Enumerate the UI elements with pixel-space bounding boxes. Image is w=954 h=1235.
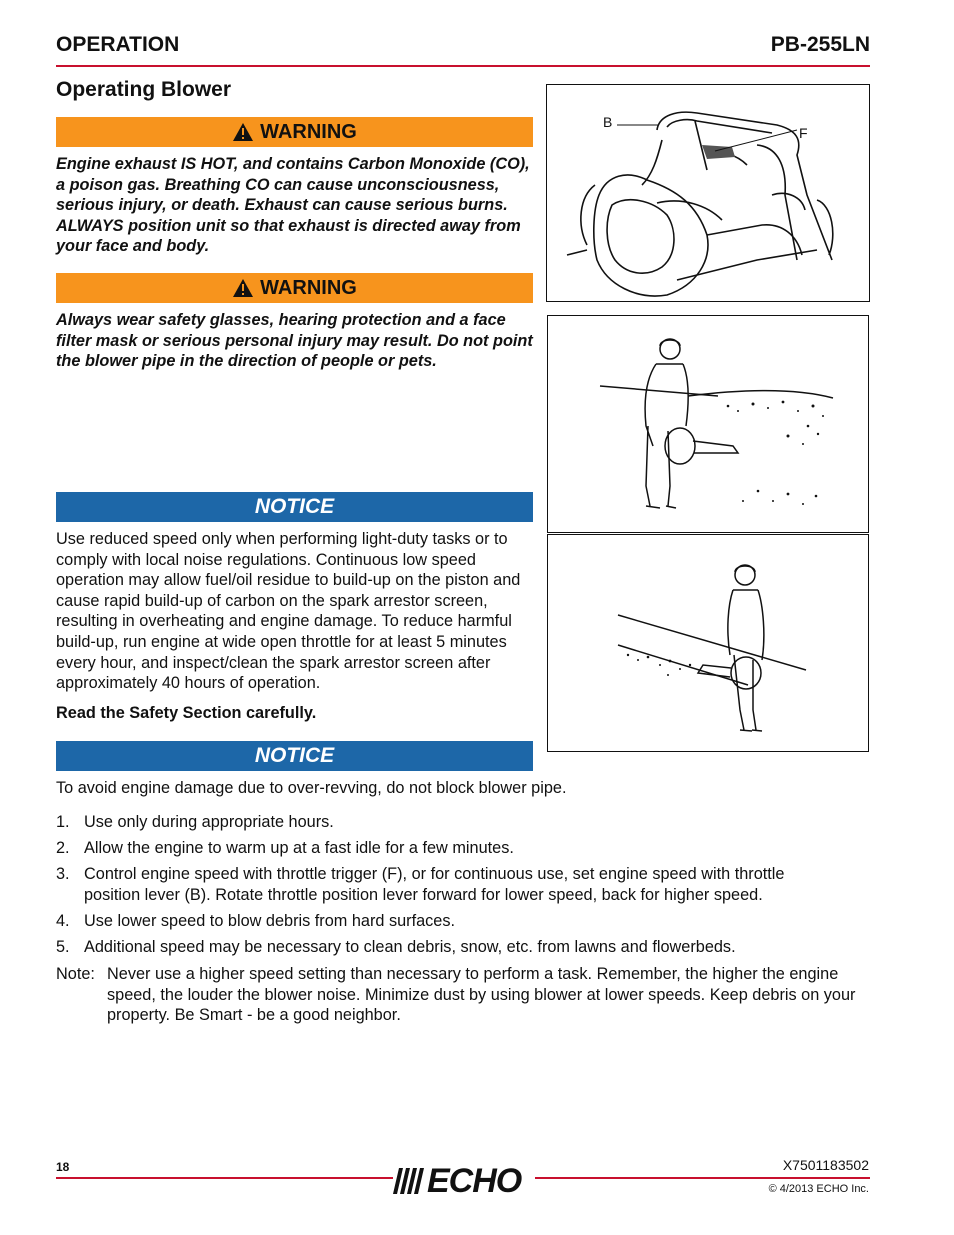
warning-label: WARNING: [260, 276, 357, 299]
warning-text-1: Engine exhaust IS HOT, and contains Carbon Monoxide (CO), a poison gas. Breathing CO can cause unconsciousness, serious injury, or death. Exhaust can cause serious burns. ALWAYS position unit so that exhaust is directed away from your face and body.: [56, 155, 530, 255]
warning-triangle-icon: [232, 278, 254, 298]
throttle-detail-figure: [546, 84, 870, 302]
warning-banner-2: [56, 273, 533, 303]
note-label: Note:: [56, 965, 95, 983]
note-text: Never use a higher speed setting than necessary to perform a task. Remember, the higher the engine speed, the louder the blower noise. Minimize dust by using blower at lower speeds. Keep debris on your property. Be Smart - be a good neighbor.: [107, 965, 856, 1025]
warning-banner-1: [56, 117, 533, 147]
operator-hard-surface-figure: [547, 315, 869, 533]
blower-handle-illustration: [547, 85, 869, 301]
step-number: 1.: [56, 813, 70, 831]
page-title: Operating Blower: [56, 78, 232, 101]
step-number: 3.: [56, 865, 70, 883]
section-title: OPERATION: [56, 33, 180, 56]
notice-banner-1: NOTICE: [56, 492, 533, 522]
read-safety-text: Read the Safety Section carefully.: [56, 704, 317, 722]
model-number: PB-255LN: [770, 33, 870, 56]
logo-stripes-icon: [393, 1166, 427, 1196]
copyright: © 4/2013 ECHO Inc.: [768, 1183, 869, 1195]
step-number: 4.: [56, 912, 70, 930]
operator-ground-figure: [547, 534, 869, 752]
step-number: 5.: [56, 938, 70, 956]
operator-illustration-2: [548, 535, 868, 751]
warning-text-2: Always wear safety glasses, hearing protection and a face filter mask or serious personal injury may result. Do not point the blower pipe in the direction of people or pets.: [56, 311, 533, 370]
notice-banner-2: NOTICE: [56, 741, 533, 771]
label-f: F: [799, 125, 808, 141]
step-text: Control engine speed with throttle trigger (F), or for continuous use, set engine speed with throttle position lever (B). Rotate throttle position lever forward for lower speed, back for higher speed.: [84, 865, 785, 904]
step-text: Additional speed may be necessary to clean debris, snow, etc. from lawns and flowerbeds.: [84, 938, 736, 956]
warning-label: WARNING: [260, 120, 357, 143]
label-b: B: [603, 114, 613, 130]
step-text: Use only during appropriate hours.: [84, 813, 334, 831]
step-number: 2.: [56, 839, 70, 857]
doc-number: X7501183502: [782, 1157, 869, 1173]
header-rule: [56, 65, 870, 67]
warning-triangle-icon: [232, 122, 254, 142]
step-text: Allow the engine to warm up at a fast idle for a few minutes.: [84, 839, 514, 857]
notice-text-1: Use reduced speed only when performing light-duty tasks or to comply with local noise regulations. Continuous low speed operation may allow fuel/oil residue to build-up on the piston and cause rapid build-up of carbon on the spark arrestor screen, resulting in overheating and engine damage. To reduce harmful build-up, run engine at wide open throttle for at least 5 minutes every hour, and inspect/clean the spark arrestor screen after approximately 40 hours of operation.: [56, 530, 521, 693]
logo-wordmark: ECHO: [427, 1161, 522, 1200]
step-text: Use lower speed to blow debris from hard surfaces.: [84, 912, 456, 930]
notice-text-2: To avoid engine damage due to over-revving, do not block blower pipe.: [56, 779, 567, 797]
echo-logo: [393, 1162, 535, 1200]
operator-illustration-1: [548, 316, 868, 532]
page-number: 18: [56, 1160, 70, 1174]
